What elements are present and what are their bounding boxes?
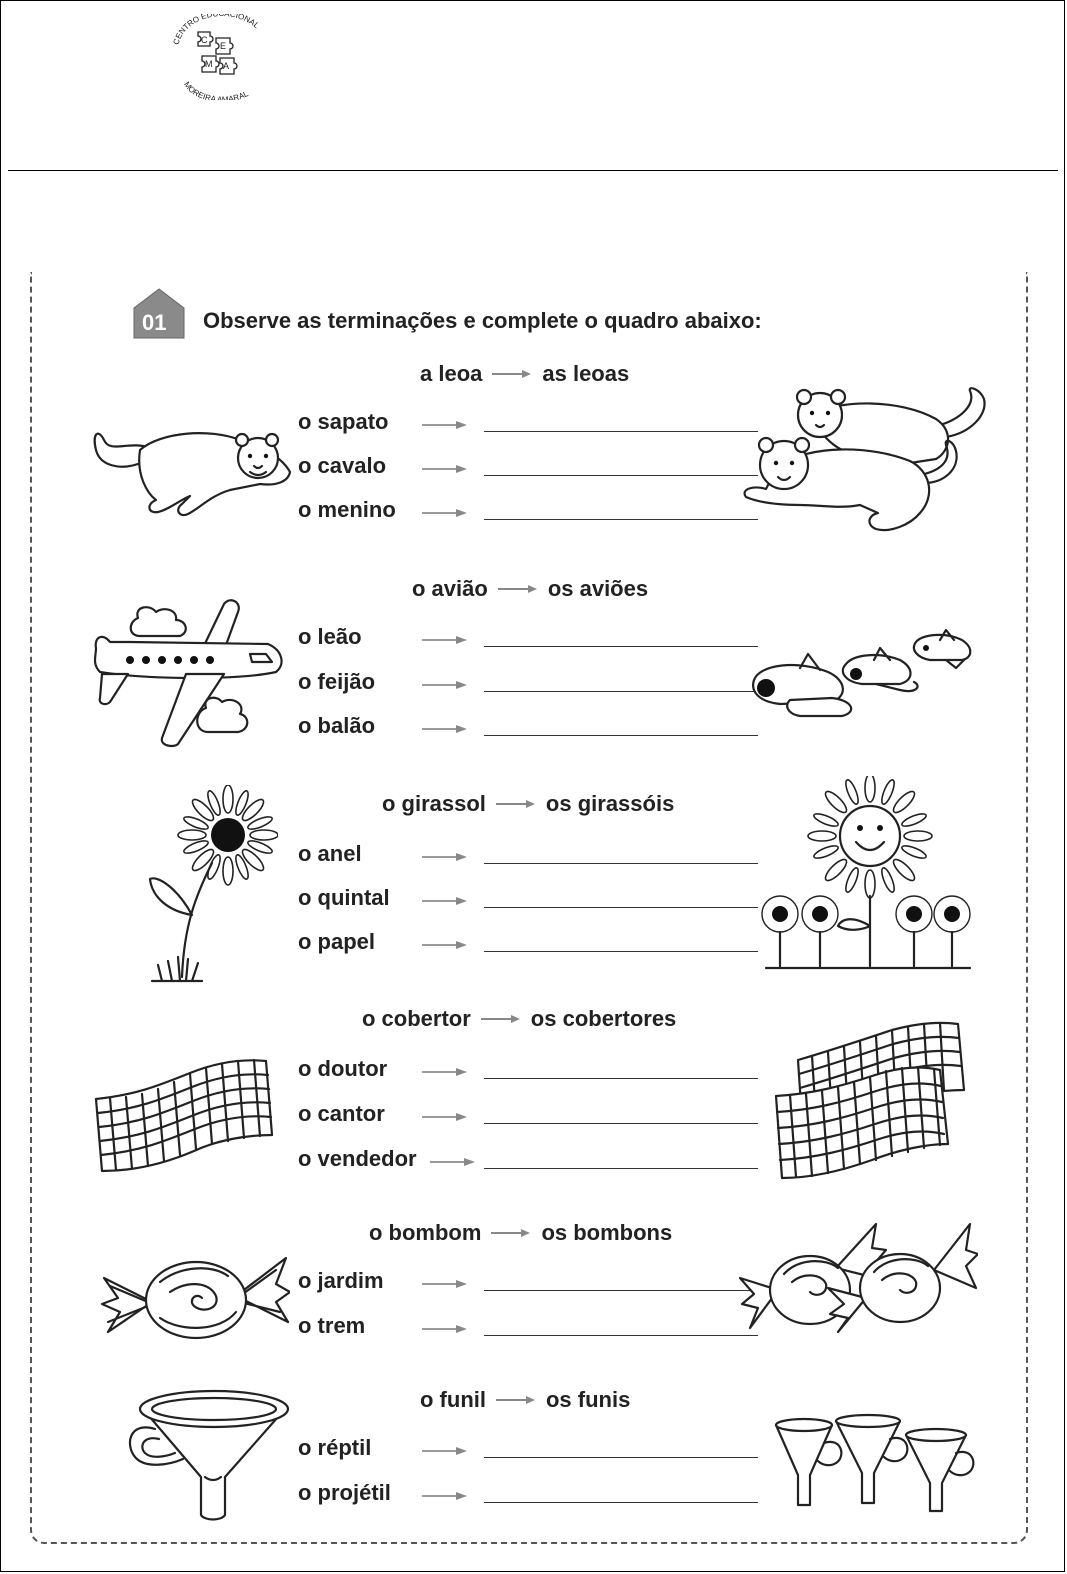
arrow-icon [422, 463, 468, 475]
answer-blank[interactable] [484, 691, 758, 692]
singular-word: o quintal [298, 885, 390, 910]
arrow-icon [496, 799, 536, 809]
example-plural: os cobertores [530, 1006, 677, 1031]
singular-word: o balão [298, 713, 376, 738]
exercise-row [298, 409, 768, 441]
example-plural: as leoas [542, 361, 630, 386]
singular-word: o cavalo [298, 453, 387, 478]
answer-blank[interactable] [484, 1123, 758, 1124]
arrow-icon [422, 1323, 468, 1335]
example-singular: o cobertor [362, 1006, 471, 1031]
example-singular: a leoa [420, 361, 483, 386]
sunflower-icon [148, 785, 278, 990]
three-funnels-icon [770, 1413, 978, 1513]
header-divider [8, 170, 1058, 171]
exercise-row [298, 1435, 768, 1467]
lioness-icon [90, 410, 300, 522]
singular-word: o jardim [298, 1268, 384, 1293]
example-singular: o avião [412, 576, 488, 601]
example-pair [362, 1006, 676, 1032]
example-pair [420, 361, 629, 387]
example-singular: o funil [420, 1387, 486, 1412]
example-singular: o girassol [382, 791, 486, 816]
arrow-icon [422, 1278, 468, 1290]
answer-blank[interactable] [484, 951, 758, 952]
example-pair [382, 791, 674, 817]
example-plural: os girassóis [545, 791, 675, 816]
answer-blank[interactable] [484, 1502, 758, 1503]
three-airplanes-icon [750, 628, 980, 724]
exercise-row [298, 713, 768, 745]
exercise-row [298, 1480, 768, 1512]
blanket-icon [90, 1055, 280, 1177]
svg-text:M: M [205, 59, 213, 69]
singular-word: o projétil [298, 1480, 391, 1505]
singular-word: o menino [298, 497, 396, 522]
arrow-icon [422, 1445, 468, 1457]
svg-text:MOREIRA AMARAL [182, 80, 250, 100]
singular-word: o anel [298, 841, 362, 866]
singular-word: o feijão [298, 669, 376, 694]
exercise-row [298, 497, 768, 529]
exercise-row [298, 453, 768, 485]
arrow-icon [498, 584, 538, 594]
example-plural: os bombons [541, 1220, 673, 1245]
singular-word: o sapato [298, 409, 389, 434]
two-lionesses-icon [740, 385, 990, 540]
answer-blank[interactable] [484, 1078, 758, 1079]
arrow-icon [422, 507, 468, 519]
arrow-icon [430, 1156, 476, 1168]
exercise-row [298, 885, 768, 917]
arrow-icon [422, 851, 468, 863]
arrow-icon [422, 634, 468, 646]
two-blankets-icon [772, 1020, 972, 1185]
example-pair [420, 1387, 630, 1413]
logo-text-bottom: MOREIRA AMARAL [182, 80, 250, 100]
example-pair [369, 1220, 672, 1246]
exercise-row [298, 624, 768, 656]
answer-blank[interactable] [484, 863, 758, 864]
arrow-icon [422, 679, 468, 691]
arrow-icon [492, 369, 532, 379]
exercise-row [298, 1146, 768, 1178]
funnel-icon [125, 1385, 297, 1525]
candy-icon [100, 1252, 290, 1348]
singular-word: o papel [298, 929, 376, 954]
airplane-icon [90, 598, 290, 750]
answer-blank[interactable] [484, 1168, 758, 1169]
arrow-icon [422, 419, 468, 431]
exercise-row [298, 929, 768, 961]
arrow-icon [491, 1228, 531, 1238]
two-candies-icon [738, 1218, 978, 1333]
exercise-row [298, 1056, 768, 1088]
arrow-icon [422, 939, 468, 951]
exercise-row [298, 1313, 768, 1345]
exercise-row [298, 1268, 768, 1300]
exercise-row [298, 841, 768, 873]
answer-blank[interactable] [484, 431, 758, 432]
answer-blank[interactable] [484, 907, 758, 908]
arrow-icon [422, 1490, 468, 1502]
arrow-icon [422, 1066, 468, 1078]
answer-blank[interactable] [484, 646, 758, 647]
answer-blank[interactable] [484, 519, 758, 520]
example-singular: o bombom [369, 1220, 482, 1245]
school-logo [168, 14, 272, 100]
arrow-icon [496, 1395, 536, 1405]
svg-text:A: A [223, 61, 230, 71]
arrow-icon [481, 1014, 521, 1024]
singular-word: o leão [298, 624, 362, 649]
example-plural: os aviões [547, 576, 649, 601]
exercise-row [298, 669, 768, 701]
example-pair [412, 576, 648, 602]
arrow-icon [422, 895, 468, 907]
exercise-number-badge [132, 286, 186, 340]
example-plural: os funis [545, 1387, 631, 1412]
exercise-instruction: Observe as terminações e complete o quadro abaixo: [203, 308, 762, 333]
logo-text-top: CENTRO ED CIONAL [171, 14, 261, 46]
answer-blank[interactable] [484, 1457, 758, 1458]
exercise-row [298, 1101, 768, 1133]
answer-blank[interactable] [484, 475, 758, 476]
singular-word: o doutor [298, 1056, 388, 1081]
svg-text:C: C [201, 35, 208, 45]
sunflowers-icon [758, 776, 978, 976]
singular-word: o réptil [298, 1435, 372, 1460]
answer-blank[interactable] [484, 1335, 758, 1336]
singular-word: o cantor [298, 1101, 385, 1126]
answer-blank[interactable] [484, 735, 758, 736]
singular-word: o trem [298, 1313, 366, 1338]
exercise-number: 01 [142, 310, 167, 335]
singular-word: o vendedor [298, 1146, 417, 1171]
svg-text:E: E [220, 41, 227, 51]
answer-blank[interactable] [484, 1290, 758, 1291]
arrow-icon [422, 1111, 468, 1123]
arrow-icon [422, 723, 468, 735]
